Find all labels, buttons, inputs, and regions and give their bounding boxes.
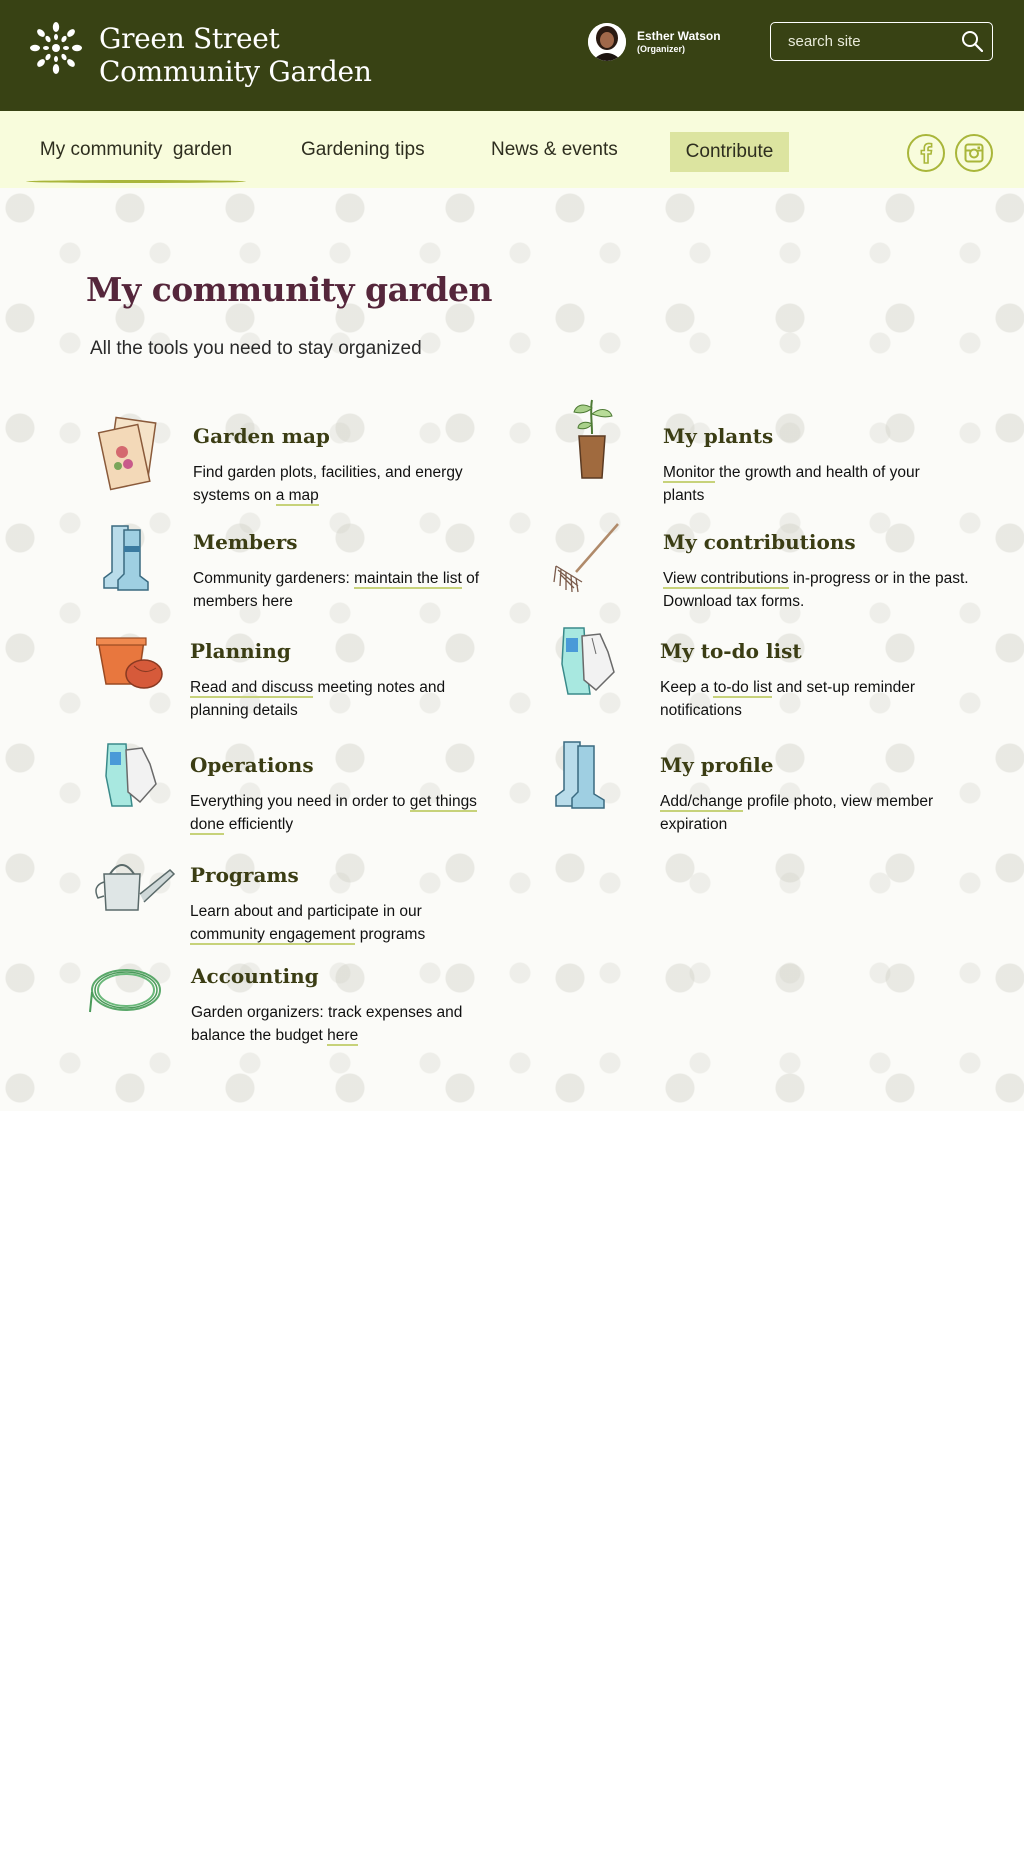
nav-my-community-garden[interactable]: My community garden xyxy=(26,111,246,188)
tool-title[interactable]: Programs xyxy=(190,863,299,887)
contribute-button[interactable]: Contribute xyxy=(670,132,789,172)
tool-description: View contributions in-progress or in the past. Download tax forms. xyxy=(663,570,969,610)
page-footer-space xyxy=(0,1111,1024,1874)
tool-description: Add/change profile photo, view member expiration xyxy=(660,793,934,833)
user-portrait-icon xyxy=(588,23,626,61)
tool-title[interactable]: Planning xyxy=(190,639,291,663)
tool-description: Read and discuss meeting notes and planning details xyxy=(190,679,446,719)
tool-link[interactable]: to-do list xyxy=(713,679,773,696)
tool-title[interactable]: My to-do list xyxy=(660,639,802,663)
site-title[interactable] xyxy=(99,22,372,88)
search-box xyxy=(770,22,993,61)
instagram-link[interactable] xyxy=(955,134,993,172)
search-icon[interactable] xyxy=(961,30,983,52)
tool-description: Monitor the growth and health of your plants xyxy=(663,464,920,504)
tool-title[interactable]: Garden map xyxy=(193,424,330,448)
sunflower-logo-icon[interactable] xyxy=(28,20,84,76)
tool-link[interactable]: a map xyxy=(275,487,319,504)
rain-boots-icon[interactable] xyxy=(94,522,160,592)
tool-title[interactable]: Accounting xyxy=(191,964,319,988)
tool-description: Learn about and participate in our community engagement programs xyxy=(190,903,426,943)
tool-link[interactable]: get things done xyxy=(190,793,477,833)
garden-hose-icon[interactable] xyxy=(88,962,164,1018)
tool-description: Community gardeners: maintain the list of members here xyxy=(193,570,480,610)
user-menu[interactable] xyxy=(588,22,721,62)
tool-link[interactable]: Add/change xyxy=(660,793,743,810)
facebook-link[interactable] xyxy=(907,134,945,172)
tool-link[interactable]: community engagement xyxy=(190,926,356,943)
tool-link[interactable]: View contributions xyxy=(663,570,789,587)
flower-pot-icon[interactable] xyxy=(96,634,166,690)
seed-packets-icon[interactable] xyxy=(96,416,162,492)
nav-news-events[interactable]: News & events xyxy=(491,138,618,160)
instagram-icon xyxy=(964,143,984,163)
site-title-line1: Green Street xyxy=(99,22,280,55)
page-subtitle: All the tools you need to stay organized xyxy=(90,338,422,359)
tool-link[interactable]: here xyxy=(327,1027,359,1044)
tool-link[interactable]: Monitor xyxy=(663,464,715,481)
tool-description: Find garden plots, facilities, and energy systems on a map xyxy=(193,464,463,504)
tool-link[interactable]: maintain the list xyxy=(354,570,462,587)
tool-link[interactable]: Read and discuss xyxy=(190,679,314,696)
rubber-boots-icon[interactable] xyxy=(548,738,614,810)
tool-description: Keep a to-do list and set-up reminder notifications xyxy=(660,679,916,719)
watering-can-icon[interactable] xyxy=(90,854,178,914)
main-content xyxy=(0,188,1024,1111)
tool-title[interactable]: My profile xyxy=(660,753,774,777)
tool-description: Garden organizers: track expenses and balance the budget here xyxy=(191,1004,463,1044)
tool-title[interactable]: My plants xyxy=(663,424,774,448)
rake-icon[interactable] xyxy=(552,522,622,594)
tool-title[interactable]: Members xyxy=(193,530,298,554)
facebook-icon xyxy=(918,142,934,164)
work-gloves-icon[interactable] xyxy=(104,740,162,808)
tool-title[interactable]: My contributions xyxy=(663,530,856,554)
main-nav xyxy=(0,111,1024,188)
page-title: My community garden xyxy=(86,270,492,309)
garden-gloves-icon[interactable] xyxy=(556,624,618,698)
site-title-line2: Community Garden xyxy=(99,55,372,88)
avatar[interactable] xyxy=(588,23,626,61)
search-input[interactable] xyxy=(771,23,951,59)
tool-title[interactable]: Operations xyxy=(190,753,314,777)
user-name: Esther Watson xyxy=(637,29,721,43)
tool-description: Everything you need in order to get things done efficiently xyxy=(190,793,477,833)
site-header xyxy=(0,0,1024,111)
nav-gardening-tips[interactable]: Gardening tips xyxy=(301,138,425,160)
seedling-pot-icon[interactable] xyxy=(562,394,622,484)
user-role: (Organizer) xyxy=(637,44,686,54)
